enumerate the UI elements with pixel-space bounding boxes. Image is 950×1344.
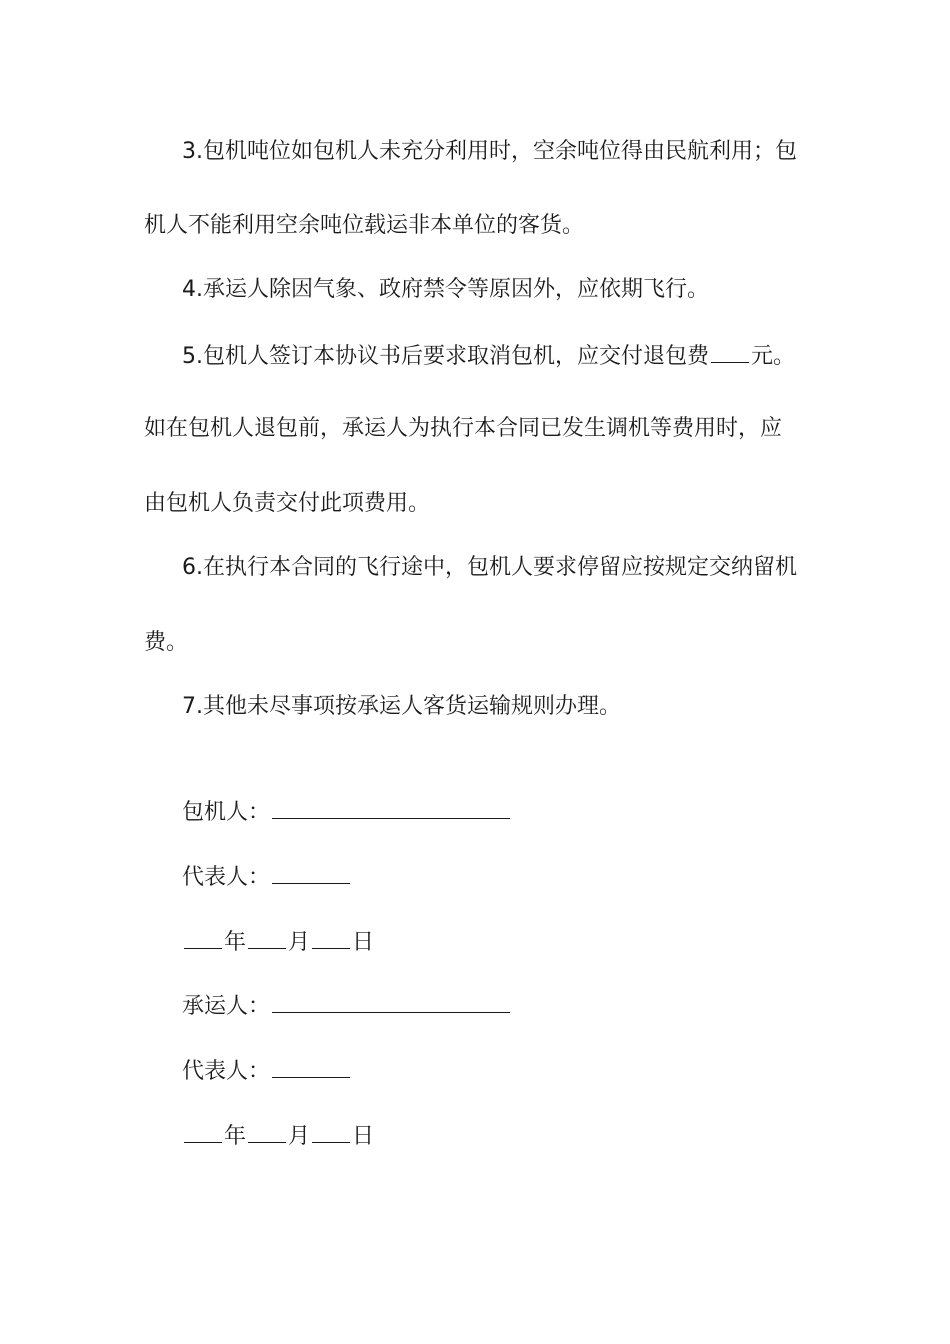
clause-6-line-2: 费。	[144, 630, 189, 655]
clause-5-line-1	[182, 340, 795, 372]
clause-5-line-2: 如在包机人退包前，承运人为执行本合同已发生调机等费用时，应	[144, 416, 783, 441]
clause-6-line-1: 6.在执行本合同的飞行途中，包机人要求停留应按规定交纳留机	[182, 555, 797, 580]
month-blank	[248, 926, 286, 949]
month-label: 月	[288, 1124, 311, 1149]
refund-fee-blank	[711, 340, 749, 363]
year-blank	[184, 1120, 222, 1143]
day-label: 日	[352, 930, 375, 955]
day-label: 日	[352, 1124, 375, 1149]
clause-4: 4.承运人除因气象、政府禁令等原因外，应依期飞行。	[182, 277, 709, 302]
carrier-blank	[272, 990, 510, 1013]
clause-3-line-1: 3.包机吨位如包机人未充分利用时，空余吨位得由民航利用；包	[182, 139, 797, 164]
year-label: 年	[224, 1124, 247, 1149]
carrier-rep-blank	[272, 1055, 350, 1078]
charterer-date-line	[182, 926, 374, 958]
clause-7: 7.其他未尽事项按承运人客货运输规则办理。	[182, 694, 621, 719]
year-blank	[184, 926, 222, 949]
clause-5-line-3: 由包机人负责交付此项费用。	[144, 491, 431, 516]
charterer-rep-blank	[272, 861, 350, 884]
year-label: 年	[224, 930, 247, 955]
charterer-label: 包机人：	[182, 800, 271, 825]
month-blank	[248, 1120, 286, 1143]
charterer-representative-line	[182, 861, 352, 893]
carrier-label: 承运人：	[182, 994, 271, 1019]
carrier-rep-label: 代表人：	[182, 1059, 271, 1084]
carrier-signature-line	[182, 990, 512, 1022]
clause-5-unit: 元。	[751, 344, 796, 369]
charterer-rep-label: 代表人：	[182, 865, 271, 890]
carrier-date-line	[182, 1120, 374, 1152]
clause-3-line-2: 机人不能利用空余吨位载运非本单位的客货。	[144, 213, 585, 238]
day-blank	[312, 926, 350, 949]
charterer-blank	[272, 796, 510, 819]
month-label: 月	[288, 930, 311, 955]
charterer-signature-line	[182, 796, 512, 828]
carrier-representative-line	[182, 1055, 352, 1087]
clause-5-text: 5.包机人签订本协议书后要求取消包机，应交付退包费	[182, 344, 709, 369]
day-blank	[312, 1120, 350, 1143]
